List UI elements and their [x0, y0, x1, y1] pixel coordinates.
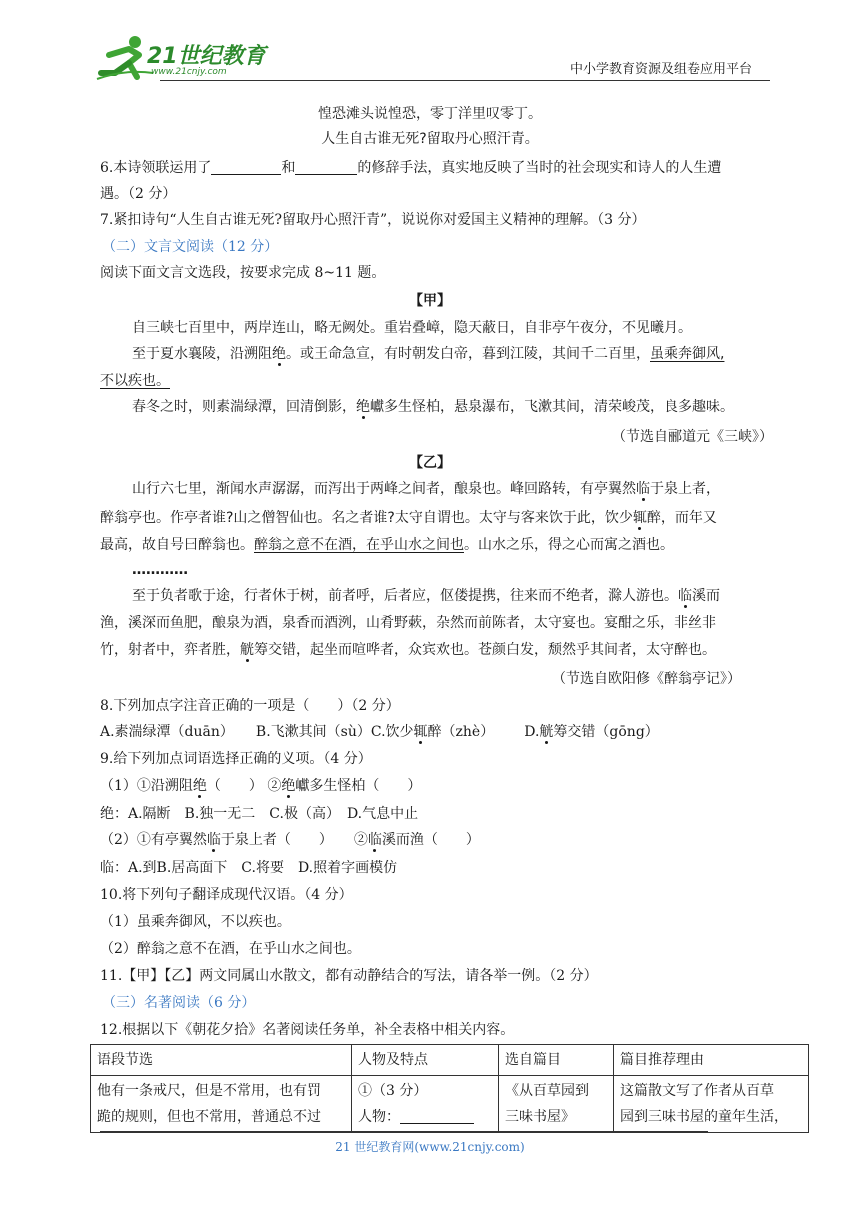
passage-yi-p2: 醉翁亭也。作亭者谁?山之僧智仙也。名之者谁?太守自谓也。太守与客来饮于此，饮少辄醉，而年又	[100, 510, 717, 526]
passage-yi-p4: 至于负者歌于途，行者休于树，前者呼，后者应，伛偻提携，往来而不绝者，滁人游也。临溪而	[132, 588, 720, 604]
table-cell-reason: 这篇散文写了作者从百草 园到三味书屋的童年生活，	[614, 1076, 809, 1133]
table-header: 篇目推荐理由	[614, 1045, 809, 1076]
header-rule	[160, 80, 770, 81]
reading-task-table	[90, 1044, 809, 1133]
question-9-options-1: 绝：A.隔断 B.独一无二 C.极（高） D.气息中止	[100, 806, 419, 822]
question-9-sub1: （1）①沿溯阻绝（ ） ②绝巘多生怪柏（ ）	[100, 778, 422, 794]
option-d[interactable]: D.觥筹交错（gōng）	[524, 724, 659, 740]
question-12: 12.根据以下《朝花夕拾》名著阅读任务单，补全表格中相关内容。	[100, 1022, 515, 1038]
passage-jia-p2-cont: 不以疾也。	[100, 373, 170, 389]
question-10-sub2: （2）醉翁之意不在酒，在乎山水之间也。	[100, 941, 361, 957]
passage-yi-p1: 山行六七里，渐闻水声潺潺，而泻出于两峰之间者，酿泉也。峰回路转，有亭翼然临于泉上者，	[132, 481, 720, 497]
question-9-sub2: （2）①有亭翼然临于泉上者（ ） ②临溪而渔（ ）	[100, 832, 480, 848]
passage-yi-p3: 最高，故自号曰醉翁也。醉翁之意不在酒，在乎山水之间也。山水之乐，得之心而寓之酒也。	[100, 537, 674, 553]
passage-yi-ellipsis: …………	[132, 562, 188, 578]
section-2-title: （二）文言文阅读（12 分）	[102, 239, 279, 255]
table-header: 选自篇目	[499, 1045, 614, 1076]
question-10: 10.将下列句子翻译成现代汉语。（4 分）	[100, 887, 353, 903]
question-8-options	[100, 722, 659, 742]
question-9: 9.给下列加点词语选择正确的义项。（4 分）	[100, 751, 372, 767]
footer-rule	[100, 1131, 708, 1132]
passage-yi-source: （节选自欧阳修《醉翁亭记》）	[552, 671, 741, 687]
answer-blank-1[interactable]	[211, 160, 281, 175]
table-cell-character: ①（3 分） 人物：	[352, 1076, 499, 1133]
option-c[interactable]: C.饮少辄醉（zhè）	[370, 724, 495, 740]
character-answer-blank[interactable]	[400, 1109, 474, 1124]
logo	[95, 33, 265, 81]
option-b[interactable]: B.飞漱其间（sù）	[255, 724, 371, 740]
passage-yi-label: 【乙】	[409, 455, 451, 471]
passage-jia-p3: 春冬之时，则素湍绿潭，回清倒影，绝巘多生怪柏，悬泉瀑布，飞漱其间，清荣峻茂，良多趣味。	[132, 399, 734, 415]
question-6: 6.本诗领联运用了 和 的修辞手法，真实地反映了当时的社会现实和诗人的人生遭	[100, 160, 722, 176]
question-8: 8.下列加点字注音正确的一项是（ ）（2 分）	[100, 698, 400, 714]
passage-jia-label: 【甲】	[409, 293, 451, 309]
logo-runner-icon	[95, 33, 155, 81]
question-10-sub1: （1）虽乘奔御风，不以疾也。	[100, 914, 291, 930]
poem-line-2: 人生自古谁无死?留取丹心照汗青。	[321, 131, 539, 147]
table-header: 人物及特点	[352, 1045, 499, 1076]
option-a[interactable]: A.素湍绿潭（duān）	[100, 724, 234, 740]
answer-blank-2[interactable]	[295, 160, 357, 175]
passage-yi-p6: 竹，射者中，弈者胜，觥筹交错，起坐而喧哗者，众宾欢也。苍颜白发，颓然乎其间者，太守醉也。	[100, 642, 716, 658]
passage-yi-p5: 渔，溪深而鱼肥，酿泉为酒，泉香而酒洌，山肴野蔌，杂然而前陈者，太守宴也。宴酣之乐，非丝非	[100, 615, 716, 631]
question-9-options-2: 临：A.到B.居高面下 C.将要 D.照着字画模仿	[100, 860, 398, 876]
footer-link[interactable]: 21 世纪教育网(www.21cnjy.com)	[335, 1140, 525, 1154]
logo-main-text: 21世纪教育	[147, 44, 266, 69]
table-cell-chapter: 《从百草园到 三味书屋》	[499, 1076, 614, 1133]
table-header-row	[91, 1045, 809, 1076]
logo-url-text: www.21cnjy.com	[151, 67, 227, 77]
section-2-intro: 阅读下面文言文选段，按要求完成 8~11 题。	[100, 265, 386, 281]
poem-line-1: 惶恐滩头说惶恐，零丁洋里叹零丁。	[318, 106, 542, 122]
table-row	[91, 1076, 809, 1133]
section-3-title: （三）名著阅读（6 分）	[102, 995, 256, 1011]
table-header: 语段节选	[91, 1045, 352, 1076]
question-11: 11.【甲】【乙】两文同属山水散文，都有动静结合的写法，请各举一例。（2 分）	[100, 968, 598, 984]
question-7: 7.紧扣诗句“人生自古谁无死?留取丹心照汗青”，说说你对爱国主义精神的理解。（3 分）	[100, 212, 646, 228]
question-6-cont: 遇。（2 分）	[100, 186, 177, 202]
passage-jia-p2: 至于夏水襄陵，沿溯阻绝。或王命急宣，有时朝发白帝，暮到江陵，其间千二百里，虽乘奔御风,	[132, 346, 725, 362]
table-cell-excerpt: 他有一条戒尺，但是不常用，也有罚 跪的规则，但也不常用，普通总不过	[91, 1076, 352, 1133]
passage-jia-source: （节选自郦道元《三峡》）	[612, 429, 773, 445]
platform-title: 中小学教育资源及组卷应用平台	[570, 62, 753, 77]
passage-jia-p1: 自三峡七百里中，两岸连山，略无阙处。重岩叠嶂，隐天蔽日，自非亭午夜分，不见曦月。	[132, 320, 692, 336]
